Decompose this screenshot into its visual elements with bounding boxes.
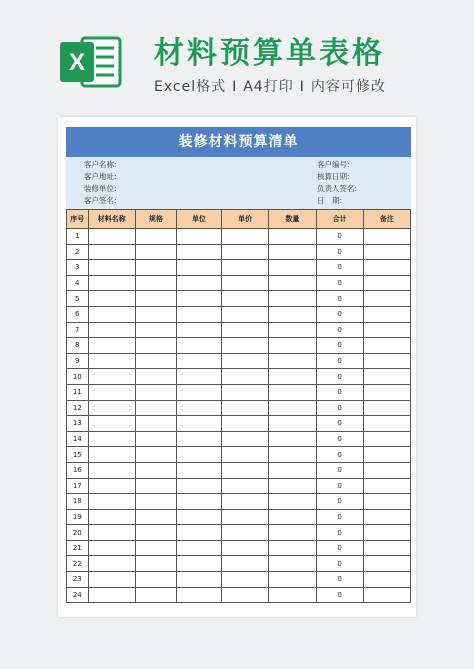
cell-no[interactable]: 3 <box>67 260 89 276</box>
table-row <box>67 462 411 478</box>
col-header-quantity: 数量 <box>269 210 316 229</box>
cell-quantity[interactable] <box>269 431 316 447</box>
template-header <box>0 0 474 110</box>
cell-unit[interactable] <box>176 229 221 245</box>
budget-sheet <box>58 117 416 617</box>
cell-no[interactable]: 23 <box>67 572 89 588</box>
cell-total[interactable]: 0 <box>316 306 363 322</box>
cell-no[interactable]: 16 <box>67 462 89 478</box>
cell-material[interactable] <box>88 525 135 541</box>
col-header-remark: 备注 <box>363 210 410 229</box>
cell-material[interactable] <box>88 587 135 603</box>
cell-remark[interactable] <box>363 275 410 291</box>
cell-unit[interactable] <box>176 556 221 572</box>
cell-spec[interactable] <box>135 400 176 416</box>
cell-unit[interactable] <box>176 384 221 400</box>
cell-unit[interactable] <box>176 306 221 322</box>
cell-no[interactable]: 22 <box>67 556 89 572</box>
cell-unit-price[interactable] <box>222 229 269 245</box>
cell-unit-price[interactable] <box>222 587 269 603</box>
cell-spec[interactable] <box>135 431 176 447</box>
cell-no[interactable]: 21 <box>67 540 89 556</box>
cell-remark[interactable] <box>363 525 410 541</box>
cell-unit-price[interactable] <box>222 306 269 322</box>
cell-remark[interactable] <box>363 384 410 400</box>
cell-unit[interactable] <box>176 540 221 556</box>
cell-remark[interactable] <box>363 322 410 338</box>
cell-spec[interactable] <box>135 494 176 510</box>
cell-spec[interactable] <box>135 416 176 432</box>
cell-remark[interactable] <box>363 400 410 416</box>
cell-total[interactable]: 0 <box>316 244 363 260</box>
cell-quantity[interactable] <box>269 462 316 478</box>
cell-spec[interactable] <box>135 447 176 463</box>
cell-unit[interactable] <box>176 400 221 416</box>
cell-remark[interactable] <box>363 306 410 322</box>
cell-remark[interactable] <box>363 509 410 525</box>
cell-spec[interactable] <box>135 322 176 338</box>
subtitle-print: A4打印 <box>243 79 294 95</box>
cell-spec[interactable] <box>135 244 176 260</box>
cell-unit-price[interactable] <box>222 338 269 354</box>
cell-material[interactable] <box>88 369 135 385</box>
cell-remark[interactable] <box>363 416 410 432</box>
cell-remark[interactable] <box>363 338 410 354</box>
cell-remark[interactable] <box>363 447 410 463</box>
col-header-unit: 单位 <box>176 210 221 229</box>
cell-material[interactable] <box>88 509 135 525</box>
cell-material[interactable] <box>88 353 135 369</box>
cell-quantity[interactable] <box>269 556 316 572</box>
cell-spec[interactable] <box>135 556 176 572</box>
cell-unit[interactable] <box>176 478 221 494</box>
cell-total[interactable]: 0 <box>316 260 363 276</box>
cell-quantity[interactable] <box>269 494 316 510</box>
cell-no[interactable]: 11 <box>67 384 89 400</box>
cell-quantity[interactable] <box>269 322 316 338</box>
table-row <box>67 353 411 369</box>
cell-material[interactable] <box>88 322 135 338</box>
cell-quantity[interactable] <box>269 400 316 416</box>
table-row <box>67 338 411 354</box>
table-row <box>67 416 411 432</box>
cell-remark[interactable] <box>363 462 410 478</box>
cell-unit[interactable] <box>176 369 221 385</box>
cell-total[interactable]: 0 <box>316 353 363 369</box>
cell-material[interactable] <box>88 431 135 447</box>
info-label-date: 日 期: <box>317 196 343 205</box>
cell-total[interactable]: 0 <box>316 572 363 588</box>
cell-no[interactable]: 20 <box>67 525 89 541</box>
cell-unit[interactable] <box>176 322 221 338</box>
template-subtitle <box>154 76 386 96</box>
cell-total[interactable]: 0 <box>316 540 363 556</box>
cell-spec[interactable] <box>135 509 176 525</box>
cell-material[interactable] <box>88 275 135 291</box>
svg-text:X: X <box>68 49 86 76</box>
cell-no[interactable]: 7 <box>67 322 89 338</box>
info-label-decoration-company: 装修单位: <box>84 184 117 193</box>
cell-unit[interactable] <box>176 431 221 447</box>
cell-no[interactable]: 17 <box>67 478 89 494</box>
col-header-material: 材料名称 <box>88 210 135 229</box>
cell-remark[interactable] <box>363 572 410 588</box>
cell-total[interactable]: 0 <box>316 587 363 603</box>
cell-quantity[interactable] <box>269 416 316 432</box>
cell-remark[interactable] <box>363 431 410 447</box>
cell-total[interactable]: 0 <box>316 291 363 307</box>
cell-quantity[interactable] <box>269 384 316 400</box>
cell-spec[interactable] <box>135 338 176 354</box>
cell-total[interactable]: 0 <box>316 338 363 354</box>
cell-no[interactable]: 13 <box>67 416 89 432</box>
cell-remark[interactable] <box>363 494 410 510</box>
cell-quantity[interactable] <box>269 509 316 525</box>
cell-unit[interactable] <box>176 291 221 307</box>
customer-info-panel <box>66 157 411 209</box>
table-row <box>67 291 411 307</box>
cell-unit-price[interactable] <box>222 447 269 463</box>
cell-total[interactable]: 0 <box>316 384 363 400</box>
cell-spec[interactable] <box>135 478 176 494</box>
cell-quantity[interactable] <box>269 587 316 603</box>
cell-no[interactable]: 24 <box>67 587 89 603</box>
subtitle-separator: I <box>299 79 305 95</box>
cell-unit[interactable] <box>176 587 221 603</box>
table-row <box>67 525 411 541</box>
col-header-unit-price: 单价 <box>222 210 269 229</box>
cell-unit-price[interactable] <box>222 509 269 525</box>
cell-remark[interactable] <box>363 478 410 494</box>
cell-unit[interactable] <box>176 494 221 510</box>
table-row <box>67 244 411 260</box>
cell-remark[interactable] <box>363 540 410 556</box>
cell-total[interactable]: 0 <box>316 447 363 463</box>
cell-remark[interactable] <box>363 369 410 385</box>
cell-unit-price[interactable] <box>222 244 269 260</box>
info-label-customer-id: 客户编号: <box>317 160 350 169</box>
cell-unit[interactable] <box>176 260 221 276</box>
cell-total[interactable]: 0 <box>316 509 363 525</box>
cell-unit-price[interactable] <box>222 322 269 338</box>
cell-quantity[interactable] <box>269 275 316 291</box>
cell-remark[interactable] <box>363 587 410 603</box>
cell-material[interactable] <box>88 384 135 400</box>
table-row <box>67 260 411 276</box>
table-row <box>67 369 411 385</box>
cell-unit-price[interactable] <box>222 291 269 307</box>
cell-material[interactable] <box>88 291 135 307</box>
cell-total[interactable]: 0 <box>316 525 363 541</box>
cell-material[interactable] <box>88 462 135 478</box>
cell-material[interactable] <box>88 229 135 245</box>
info-label-customer-name: 客户名称: <box>84 160 117 169</box>
cell-unit-price[interactable] <box>222 431 269 447</box>
cell-quantity[interactable] <box>269 572 316 588</box>
table-row <box>67 229 411 245</box>
cell-unit-price[interactable] <box>222 478 269 494</box>
materials-table <box>66 209 411 603</box>
cell-spec[interactable] <box>135 572 176 588</box>
cell-unit-price[interactable] <box>222 416 269 432</box>
cell-unit[interactable] <box>176 275 221 291</box>
cell-unit-price[interactable] <box>222 260 269 276</box>
col-header-spec: 规格 <box>135 210 176 229</box>
table-row <box>67 587 411 603</box>
cell-no[interactable]: 1 <box>67 229 89 245</box>
table-row <box>67 509 411 525</box>
cell-no[interactable]: 5 <box>67 291 89 307</box>
cell-quantity[interactable] <box>269 447 316 463</box>
cell-quantity[interactable] <box>269 306 316 322</box>
cell-unit[interactable] <box>176 447 221 463</box>
cell-material[interactable] <box>88 306 135 322</box>
cell-unit[interactable] <box>176 572 221 588</box>
cell-spec[interactable] <box>135 384 176 400</box>
cell-spec[interactable] <box>135 462 176 478</box>
info-label-accounting-date: 核算日期: <box>317 172 350 181</box>
cell-material[interactable] <box>88 572 135 588</box>
table-header-row <box>67 210 411 229</box>
cell-remark[interactable] <box>363 556 410 572</box>
cell-spec[interactable] <box>135 260 176 276</box>
table-body <box>67 229 411 603</box>
cell-quantity[interactable] <box>269 525 316 541</box>
col-header-no: 序号 <box>67 210 89 229</box>
subtitle-format: Excel格式 <box>154 79 227 95</box>
cell-no[interactable]: 10 <box>67 369 89 385</box>
cell-material[interactable] <box>88 478 135 494</box>
table-row <box>67 275 411 291</box>
table-row <box>67 478 411 494</box>
sheet-title: 装修材料预算清单 <box>66 127 411 157</box>
cell-no[interactable]: 15 <box>67 447 89 463</box>
subtitle-editable: 内容可修改 <box>310 79 386 95</box>
cell-unit[interactable] <box>176 353 221 369</box>
cell-unit[interactable] <box>176 244 221 260</box>
cell-unit-price[interactable] <box>222 400 269 416</box>
cell-unit-price[interactable] <box>222 462 269 478</box>
cell-spec[interactable] <box>135 291 176 307</box>
cell-quantity[interactable] <box>269 260 316 276</box>
excel-icon <box>58 32 124 92</box>
table-row <box>67 306 411 322</box>
cell-unit-price[interactable] <box>222 540 269 556</box>
subtitle-separator: I <box>232 79 238 95</box>
table-row <box>67 447 411 463</box>
cell-spec[interactable] <box>135 353 176 369</box>
cell-material[interactable] <box>88 416 135 432</box>
cell-unit[interactable] <box>176 462 221 478</box>
cell-quantity[interactable] <box>269 244 316 260</box>
cell-remark[interactable] <box>363 291 410 307</box>
table-row <box>67 322 411 338</box>
cell-no[interactable]: 19 <box>67 509 89 525</box>
info-label-customer-signature: 客户签名: <box>84 196 117 205</box>
table-row <box>67 384 411 400</box>
cell-unit-price[interactable] <box>222 369 269 385</box>
cell-unit-price[interactable] <box>222 525 269 541</box>
cell-total[interactable]: 0 <box>316 229 363 245</box>
cell-material[interactable] <box>88 447 135 463</box>
cell-remark[interactable] <box>363 260 410 276</box>
table-row <box>67 572 411 588</box>
cell-material[interactable] <box>88 400 135 416</box>
cell-unit[interactable] <box>176 525 221 541</box>
cell-total[interactable]: 0 <box>316 462 363 478</box>
cell-material[interactable] <box>88 556 135 572</box>
cell-unit-price[interactable] <box>222 556 269 572</box>
cell-spec[interactable] <box>135 229 176 245</box>
cell-spec[interactable] <box>135 540 176 556</box>
info-label-manager-signature: 负责人签名: <box>317 184 358 193</box>
cell-quantity[interactable] <box>269 478 316 494</box>
table-row <box>67 494 411 510</box>
table-row <box>67 431 411 447</box>
cell-quantity[interactable] <box>269 540 316 556</box>
cell-no[interactable]: 14 <box>67 431 89 447</box>
cell-unit-price[interactable] <box>222 384 269 400</box>
cell-material[interactable] <box>88 338 135 354</box>
cell-spec[interactable] <box>135 587 176 603</box>
cell-total[interactable]: 0 <box>316 431 363 447</box>
cell-no[interactable]: 9 <box>67 353 89 369</box>
cell-unit-price[interactable] <box>222 572 269 588</box>
cell-total[interactable]: 0 <box>316 400 363 416</box>
cell-no[interactable]: 18 <box>67 494 89 510</box>
cell-no[interactable]: 8 <box>67 338 89 354</box>
cell-unit-price[interactable] <box>222 494 269 510</box>
cell-total[interactable]: 0 <box>316 275 363 291</box>
cell-unit-price[interactable] <box>222 275 269 291</box>
cell-unit[interactable] <box>176 416 221 432</box>
cell-material[interactable] <box>88 540 135 556</box>
cell-quantity[interactable] <box>269 353 316 369</box>
cell-unit[interactable] <box>176 338 221 354</box>
cell-total[interactable]: 0 <box>316 369 363 385</box>
cell-remark[interactable] <box>363 353 410 369</box>
cell-spec[interactable] <box>135 369 176 385</box>
cell-material[interactable] <box>88 260 135 276</box>
cell-spec[interactable] <box>135 275 176 291</box>
cell-material[interactable] <box>88 494 135 510</box>
cell-no[interactable]: 12 <box>67 400 89 416</box>
cell-total[interactable]: 0 <box>316 416 363 432</box>
cell-total[interactable]: 0 <box>316 478 363 494</box>
cell-quantity[interactable] <box>269 291 316 307</box>
cell-total[interactable]: 0 <box>316 556 363 572</box>
cell-quantity[interactable] <box>269 229 316 245</box>
table-row <box>67 540 411 556</box>
cell-no[interactable]: 2 <box>67 244 89 260</box>
cell-remark[interactable] <box>363 244 410 260</box>
cell-remark[interactable] <box>363 229 410 245</box>
cell-no[interactable]: 6 <box>67 306 89 322</box>
cell-spec[interactable] <box>135 525 176 541</box>
col-header-total: 合计 <box>316 210 363 229</box>
template-title: 材料预算单表格 <box>154 36 385 71</box>
cell-spec[interactable] <box>135 306 176 322</box>
cell-total[interactable]: 0 <box>316 322 363 338</box>
cell-quantity[interactable] <box>269 369 316 385</box>
info-label-customer-address: 客户地址: <box>84 172 117 181</box>
cell-quantity[interactable] <box>269 338 316 354</box>
cell-total[interactable]: 0 <box>316 494 363 510</box>
cell-unit-price[interactable] <box>222 353 269 369</box>
cell-unit[interactable] <box>176 509 221 525</box>
table-row <box>67 400 411 416</box>
table-row <box>67 556 411 572</box>
cell-no[interactable]: 4 <box>67 275 89 291</box>
cell-material[interactable] <box>88 244 135 260</box>
